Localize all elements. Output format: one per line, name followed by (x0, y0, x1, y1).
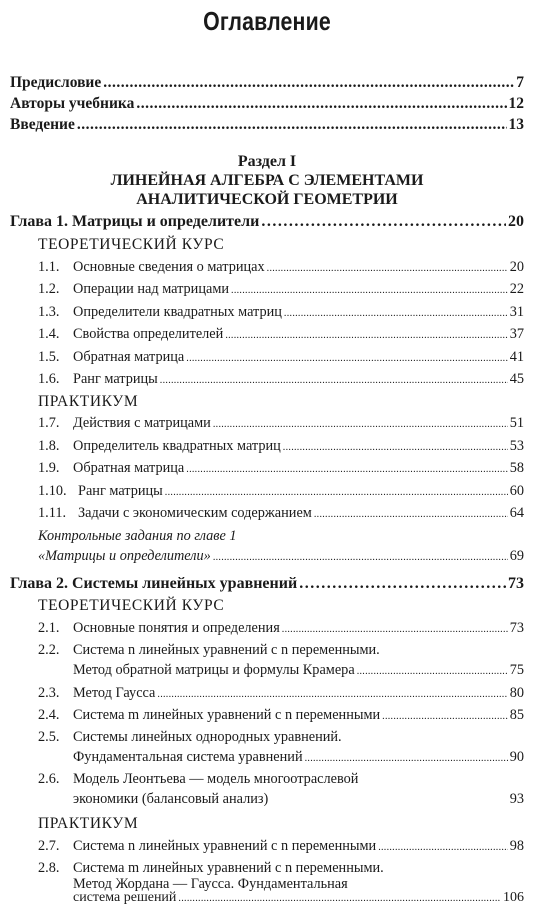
item-text: экономики (балансовый анализ) (73, 791, 269, 807)
item-page: 53 (509, 438, 524, 454)
item-text: Фундаментальная система уравнений (73, 749, 303, 765)
toc-item-2-2-line1 (38, 642, 380, 659)
item-text: Модель Леонтьева — модель многоотраслевой (73, 771, 359, 787)
toc-entry-label: Введение (10, 116, 75, 133)
item-number: 2.4. (38, 707, 60, 723)
item-number: 2.3. (38, 685, 60, 701)
toc-entry-preface[interactable] (10, 74, 524, 94)
item-text: Система m линейных уравнений с n переменными (73, 707, 381, 723)
toc-entry-page: 12 (508, 95, 524, 112)
leader-dots (283, 442, 508, 453)
item-number: 1.3. (38, 304, 60, 320)
toc-chapter-1[interactable] (10, 213, 524, 233)
item-page: 45 (509, 371, 524, 387)
leader-dots (225, 330, 507, 341)
item-number: 1.4. (38, 326, 60, 342)
item-number: 1.5. (38, 349, 60, 365)
toc-item-2-8-line1 (38, 860, 384, 877)
theory-heading: ТЕОРЕТИЧЕСКИЙ КУРС (38, 236, 225, 253)
practice-heading: ПРАКТИКУМ (38, 393, 139, 410)
chapter-label: Глава 2. Системы линейных уравнений (10, 575, 298, 592)
control-tasks-line2: «Матрицы и определители» (38, 548, 211, 564)
item-text: система решений (73, 890, 177, 905)
item-page: 90 (509, 749, 524, 765)
leader-dots (186, 353, 507, 364)
toc-item-1-11[interactable] (38, 505, 524, 524)
page-title: Оглавление (203, 6, 331, 36)
toc-item-1-9[interactable] (38, 460, 524, 479)
leader-dots (213, 419, 508, 430)
item-text: Обратная матрица (73, 460, 185, 476)
item-page: 60 (509, 483, 524, 499)
toc-chapter-2[interactable] (10, 575, 524, 595)
leader-dots (284, 308, 508, 319)
chapter-page: 73 (508, 575, 524, 592)
item-text: Задачи с экономическим содержанием (78, 505, 312, 521)
toc-item-1-6[interactable] (38, 371, 524, 390)
toc-item-2-7[interactable] (38, 838, 524, 857)
toc-item-2-3[interactable] (38, 685, 524, 704)
item-text: Действия с матрицами (73, 415, 211, 431)
item-page: 64 (509, 505, 524, 521)
toc-item-2-8[interactable] (73, 890, 524, 907)
leader-dots (299, 575, 506, 593)
item-text: Метод обратной матрицы и формулы Крамера (73, 662, 355, 678)
leader-dots (157, 689, 507, 700)
item-page: 22 (509, 281, 524, 297)
item-text: Ранг матрицы (73, 371, 158, 387)
control-tasks-line1: Контрольные задания по главе 1 (38, 528, 237, 544)
leader-dots (136, 95, 506, 113)
toc-item-1-1[interactable] (38, 259, 524, 278)
item-page: 41 (509, 349, 524, 365)
toc-item-2-6-line1 (38, 771, 358, 788)
toc-item-1-8[interactable] (38, 438, 524, 457)
item-page: 73 (509, 620, 524, 636)
item-page: 106 (503, 890, 524, 905)
item-number: 2.7. (38, 838, 60, 854)
item-text: Обратная матрица (73, 349, 185, 365)
toc-item-1-7[interactable] (38, 415, 524, 434)
item-number: 1.6. (38, 371, 60, 387)
toc-entry-label: Предисловие (10, 74, 102, 91)
item-text: Система m линейных уравнений с n переменными. (73, 860, 384, 876)
item-number: 2.5. (38, 729, 60, 745)
toc-item-2-6[interactable] (73, 791, 524, 810)
leader-dots (267, 263, 508, 274)
chapter-label: Глава 1. Матрицы и определители (10, 213, 260, 230)
leader-dots (357, 666, 508, 677)
section-title-line2: АНАЛИТИЧЕСКОЙ ГЕОМЕТРИИ (136, 191, 398, 208)
item-page: 69 (509, 548, 524, 564)
item-number: 1.1. (38, 259, 60, 275)
item-number: 1.11. (38, 505, 67, 521)
item-page: 98 (509, 838, 524, 854)
toc-item-1-10[interactable] (38, 483, 524, 502)
item-text: Система n линейных уравнений с n переменными (73, 838, 377, 854)
item-page: 31 (509, 304, 524, 320)
leader-dots (282, 624, 508, 635)
item-page: 51 (509, 415, 524, 431)
item-page: 58 (509, 460, 524, 476)
toc-item-2-5-line1 (38, 729, 342, 746)
item-number: 1.9. (38, 460, 60, 476)
toc-item-2-2[interactable] (73, 662, 524, 681)
toc-item-2-1[interactable] (38, 620, 524, 639)
leader-dots (305, 753, 508, 764)
leader-dots (382, 711, 508, 722)
item-number: 1.2. (38, 281, 60, 297)
item-number: 2.6. (38, 771, 60, 787)
item-page: 80 (509, 685, 524, 701)
toc-control-tasks-1[interactable] (38, 548, 524, 567)
practice-heading: ПРАКТИКУМ (38, 815, 139, 832)
toc-item-2-4[interactable] (38, 707, 524, 726)
item-number: 1.8. (38, 438, 60, 454)
leader-dots (314, 509, 508, 520)
toc-entry-page: 7 (516, 74, 524, 91)
leader-dots (213, 552, 508, 563)
section-title-line1: ЛИНЕЙНАЯ АЛГЕБРА С ЭЛЕМЕНТАМИ (110, 172, 424, 189)
toc-item-1-2[interactable] (38, 281, 524, 300)
item-text: Система n линейных уравнений с n переменными. (73, 642, 380, 658)
item-page: 20 (509, 259, 524, 275)
leader-dots (261, 213, 506, 231)
leader-dots (165, 487, 508, 498)
item-page: 75 (509, 662, 524, 678)
item-text: Операции над матрицами (73, 281, 230, 297)
toc-item-1-5[interactable] (38, 349, 524, 368)
item-text: Определитель квадратных матриц (73, 438, 281, 454)
toc-item-2-5[interactable] (73, 749, 524, 768)
leader-dots (160, 375, 508, 386)
toc-entry-label: Авторы учебника (10, 95, 135, 112)
leader-dots (103, 74, 514, 92)
item-text: Свойства определителей (73, 326, 224, 342)
chapter-page: 20 (508, 213, 524, 230)
leader-dots (178, 893, 501, 904)
item-text: Ранг матрицы (78, 483, 163, 499)
item-number: 1.7. (38, 415, 60, 431)
section-number: Раздел I (237, 153, 297, 170)
item-text: Системы линейных однородных уравнений. (73, 729, 342, 745)
item-page: 85 (509, 707, 524, 723)
item-text: Метод Гаусса (73, 685, 156, 701)
toc-entry-authors[interactable] (10, 95, 524, 115)
toc-item-1-4[interactable] (38, 326, 524, 345)
item-page: 93 (509, 791, 524, 807)
item-number: 2.8. (38, 860, 60, 876)
toc-item-2-8-line2: Метод Жордана — Гаусса. Фундаментальная (73, 876, 348, 892)
item-number: 1.10. (38, 483, 67, 499)
leader-dots (378, 842, 508, 853)
item-page: 37 (509, 326, 524, 342)
item-text: Основные понятия и определения (73, 620, 280, 636)
toc-entry-page: 13 (508, 116, 524, 133)
toc-entry-introduction[interactable] (10, 116, 524, 136)
toc-item-1-3[interactable] (38, 304, 524, 323)
item-text: Основные сведения о матрицах (73, 259, 265, 275)
item-number: 2.1. (38, 620, 60, 636)
theory-heading: ТЕОРЕТИЧЕСКИЙ КУРС (38, 597, 225, 614)
item-text: Определители квадратных матриц (73, 304, 282, 320)
item-number: 2.2. (38, 642, 60, 658)
leader-dots (186, 464, 507, 475)
leader-dots (77, 116, 507, 134)
leader-dots (231, 285, 508, 296)
